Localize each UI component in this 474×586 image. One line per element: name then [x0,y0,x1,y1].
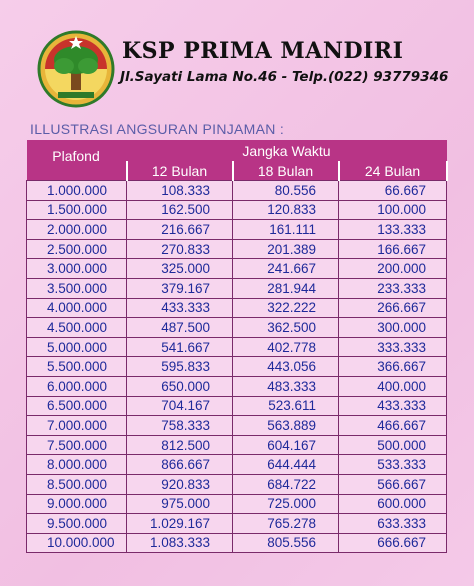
installment-cell: 483.333 [233,376,339,396]
plafond-cell: 5.500.000 [27,357,127,377]
installment-cell: 108.333 [127,181,233,201]
installment-cell: 975.000 [127,494,233,514]
table-row [27,337,447,357]
installment-cell: 633.333 [339,514,447,534]
table-row [27,533,447,553]
installment-cell: 216.667 [127,220,233,240]
installment-cell: 366.667 [339,357,447,377]
company-name: KSP PRIMA MANDIRI [122,38,404,64]
installment-cell: 433.333 [339,396,447,416]
installment-cell: 466.667 [339,416,447,436]
installment-cell: 600.000 [339,494,447,514]
installment-cell: 684.722 [233,474,339,494]
installment-cell: 100.000 [339,200,447,220]
installment-cell: 704.167 [127,396,233,416]
plafond-cell: 8.000.000 [27,455,127,475]
installment-cell: 1.029.167 [127,514,233,534]
installment-cell: 541.667 [127,337,233,357]
table-row [27,318,447,338]
installment-cell: 200.000 [339,259,447,279]
table-row [27,474,447,494]
plafond-cell: 1.000.000 [27,181,127,201]
table-row [27,416,447,436]
installment-cell: 604.167 [233,435,339,455]
installment-cell: 266.667 [339,298,447,318]
company-address: Jl.Sayati Lama No.46 - Telp.(022) 93779346 [120,69,449,85]
table-row [27,376,447,396]
installment-cell: 523.611 [233,396,339,416]
installment-cell: 765.278 [233,514,339,534]
installment-cell: 563.889 [233,416,339,436]
column-header-plafond: Plafond [27,140,127,181]
table-subtitle: ILLUSTRASI ANGSURAN PINJAMAN : [30,121,285,137]
installment-cell: 920.833 [127,474,233,494]
installment-table [26,140,448,553]
table-body [27,181,447,553]
table-row [27,181,447,201]
installment-cell: 725.000 [233,494,339,514]
installment-cell: 241.667 [233,259,339,279]
installment-cell: 162.500 [127,200,233,220]
installment-cell: 533.333 [339,455,447,475]
installment-cell: 233.333 [339,278,447,298]
installment-cell: 433.333 [127,298,233,318]
plafond-cell: 5.000.000 [27,337,127,357]
plafond-cell: 4.500.000 [27,318,127,338]
plafond-cell: 2.500.000 [27,239,127,259]
table-row [27,239,447,259]
plafond-cell: 9.500.000 [27,514,127,534]
table-row [27,357,447,377]
installment-cell: 650.000 [127,376,233,396]
table-row [27,514,447,534]
installment-cell: 500.000 [339,435,447,455]
plafond-cell: 3.500.000 [27,278,127,298]
installment-cell: 402.778 [233,337,339,357]
plafond-cell: 6.500.000 [27,396,127,416]
installment-cell: 866.667 [127,455,233,475]
installment-cell: 281.944 [233,278,339,298]
installment-cell: 566.667 [339,474,447,494]
column-header-term: 24 Bulan [339,161,447,181]
plafond-cell: 4.000.000 [27,298,127,318]
installment-cell: 443.056 [233,357,339,377]
plafond-cell: 9.000.000 [27,494,127,514]
installment-cell: 333.333 [339,337,447,357]
installment-cell: 322.222 [233,298,339,318]
installment-cell: 166.667 [339,239,447,259]
installment-cell: 201.389 [233,239,339,259]
table-row [27,200,447,220]
table-row [27,298,447,318]
column-header-term: 12 Bulan [127,161,233,181]
installment-cell: 812.500 [127,435,233,455]
plafond-cell: 2.000.000 [27,220,127,240]
installment-cell: 120.833 [233,200,339,220]
installment-cell: 758.333 [127,416,233,436]
installment-cell: 362.500 [233,318,339,338]
plafond-cell: 7.500.000 [27,435,127,455]
table-row [27,259,447,279]
installment-cell: 300.000 [339,318,447,338]
installment-cell: 80.556 [233,181,339,201]
installment-cell: 805.556 [233,533,339,553]
installment-cell: 325.000 [127,259,233,279]
installment-cell: 487.500 [127,318,233,338]
installment-cell: 161.111 [233,220,339,240]
ksp-emblem-icon [36,30,116,108]
installment-cell: 644.444 [233,455,339,475]
table-row [27,396,447,416]
plafond-cell: 8.500.000 [27,474,127,494]
installment-cell: 400.000 [339,376,447,396]
installment-cell: 666.667 [339,533,447,553]
table-row [27,455,447,475]
installment-cell: 270.833 [127,239,233,259]
column-group-jangka-waktu: Jangka Waktu [127,140,447,161]
table-row [27,220,447,240]
table-row [27,494,447,514]
column-header-term: 18 Bulan [233,161,339,181]
installment-cell: 66.667 [339,181,447,201]
installment-cell: 595.833 [127,357,233,377]
plafond-cell: 10.000.000 [27,533,127,553]
table-row [27,435,447,455]
plafond-cell: 6.000.000 [27,376,127,396]
table-row [27,278,447,298]
installment-cell: 379.167 [127,278,233,298]
plafond-cell: 7.000.000 [27,416,127,436]
plafond-cell: 3.000.000 [27,259,127,279]
plafond-cell: 1.500.000 [27,200,127,220]
installment-cell: 133.333 [339,220,447,240]
installment-cell: 1.083.333 [127,533,233,553]
